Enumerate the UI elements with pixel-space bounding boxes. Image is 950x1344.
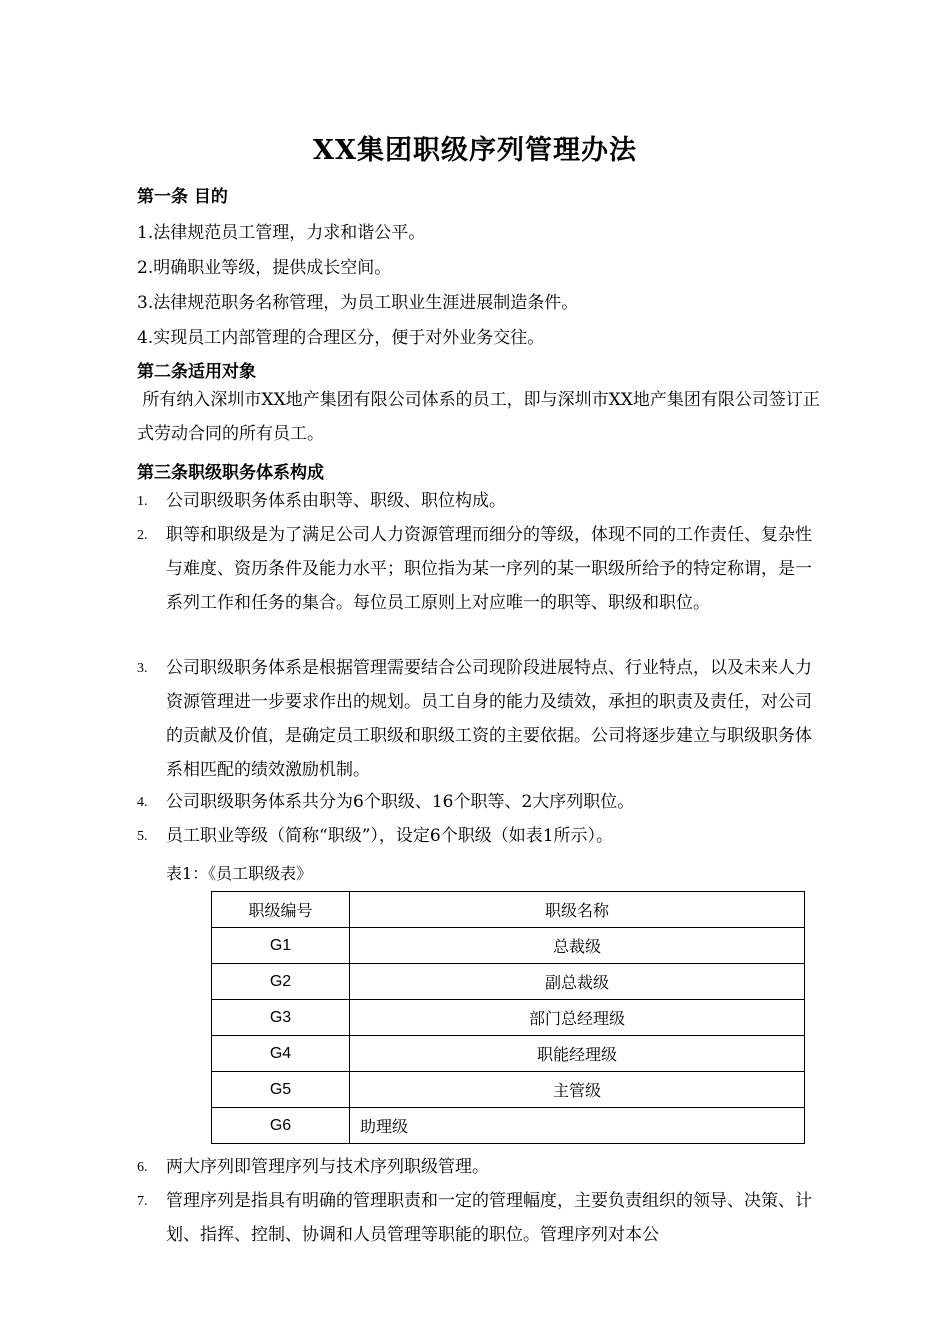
grade-table: [211, 891, 805, 1144]
section-heading-scope: 第二条适用对象: [137, 362, 256, 382]
grade-code-cell: G3: [212, 1000, 350, 1036]
table-row: [212, 1108, 805, 1144]
grade-name-cell: 职能经理级: [350, 1036, 805, 1072]
list-item: 公司职级职务体系共分为6个职级、16个职等、2大序列职位。: [166, 792, 635, 812]
list-item: 职等和职级是为了满足公司人力资源管理而细分的等级，体现不同的工作责任、复杂性与难度、资历条件及能力水平；职位指为某一序列的某一职级所给予的特定称谓，是一系列工作和任务的集合。每位员工原则上对应唯一的职等、职级和职位。: [166, 525, 812, 613]
list-item: 公司职级职务体系是根据管理需要结合公司现阶段进展特点、行业特点，以及未来人力资源管理进一步要求作出的规划。员工自身的能力及绩效，承担的职责及责任，对公司的贡献及价值，是确定员工职级和职级工资的主要依据。公司将逐步建立与职级职务体系相匹配的绩效激励机制。: [166, 658, 812, 780]
list-number: 6.: [137, 1160, 148, 1175]
scope-paragraph: 所有纳入深圳市XX地产集团有限公司体系的员工，即与深圳市XX地产集团有限公司签订正式劳动合同的所有员工。: [137, 390, 820, 444]
table-row: [212, 1036, 805, 1072]
grade-name-cell: 总裁级: [350, 928, 805, 964]
table-caption: 表1：《员工职级表》: [166, 864, 313, 883]
grade-name-cell: 部门总经理级: [350, 1000, 805, 1036]
table-header-cell: 职级编号: [212, 892, 350, 928]
grade-code-cell: G6: [212, 1108, 350, 1144]
list-number: 1.: [137, 494, 148, 509]
section-heading-purpose: 第一条 目的: [137, 187, 228, 207]
grade-name-cell: 副总裁级: [350, 964, 805, 1000]
grade-code-cell: G4: [212, 1036, 350, 1072]
list-number: 4.: [137, 795, 148, 810]
list-item: 公司职级职务体系由职等、职级、职位构成。: [166, 491, 506, 511]
table-header-row: [212, 892, 805, 928]
list-item: 两大序列即管理序列与技术序列职级管理。: [166, 1157, 489, 1177]
grade-code-cell: G1: [212, 928, 350, 964]
grade-name-cell: 主管级: [350, 1072, 805, 1108]
table-row: [212, 1000, 805, 1036]
table-row: [212, 964, 805, 1000]
purpose-item: 4.实现员工内部管理的合理区分，便于对外业务交往。: [137, 328, 545, 348]
grade-code-cell: G5: [212, 1072, 350, 1108]
section-heading-structure: 第三条职级职务体系构成: [137, 463, 324, 483]
document-title: XX集团职级序列管理办法: [313, 135, 637, 166]
table-header-cell: 职级名称: [350, 892, 805, 928]
list-number: 5.: [137, 829, 148, 844]
list-number: 7.: [137, 1194, 148, 1209]
list-number: 3.: [137, 661, 148, 676]
list-number: 2.: [137, 528, 148, 543]
purpose-item: 3.法律规范职务名称管理，为员工职业生涯进展制造条件。: [137, 293, 579, 313]
table-row: [212, 928, 805, 964]
grade-code-cell: G2: [212, 964, 350, 1000]
purpose-item: 2.明确职业等级，提供成长空间。: [137, 258, 392, 278]
list-item: 员工职业等级（简称“职级”），设定6个职级（如表1所示）。: [166, 826, 614, 846]
list-item: 管理序列是指具有明确的管理职责和一定的管理幅度，主要负责组织的领导、决策、计划、指挥、控制、协调和人员管理等职能的职位。管理序列对本公: [166, 1191, 812, 1245]
table-row: [212, 1072, 805, 1108]
purpose-item: 1.法律规范员工管理，力求和谐公平。: [137, 223, 426, 243]
grade-name-cell: 助理级: [350, 1108, 805, 1144]
